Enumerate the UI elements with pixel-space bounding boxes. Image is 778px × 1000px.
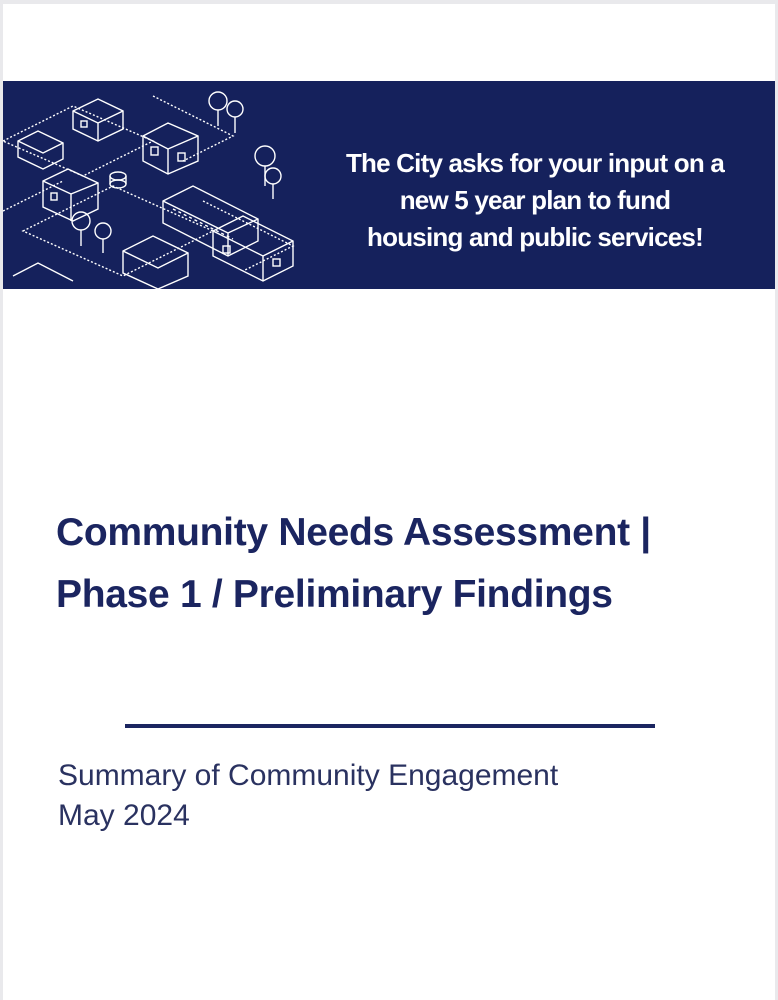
banner-line: The City asks for your input on a: [345, 148, 725, 178]
title-line-1: Community Needs Assessment |: [56, 511, 651, 554]
banner-line: new 5 year plan to fund: [399, 185, 671, 215]
document-subtitle: [58, 756, 558, 836]
subtitle-description: Summary of Community Engagement: [58, 759, 559, 792]
document-page: [3, 4, 775, 1000]
banner-message: [295, 145, 775, 256]
document-title: [56, 502, 756, 626]
subtitle-date: May 2024: [58, 799, 190, 832]
banner-line: housing and public services!: [367, 222, 703, 252]
title-divider: [125, 724, 655, 728]
neighborhood-illustration: [3, 81, 303, 289]
title-line-2: Phase 1 / Preliminary Findings: [56, 573, 613, 616]
header-banner: [3, 81, 775, 289]
